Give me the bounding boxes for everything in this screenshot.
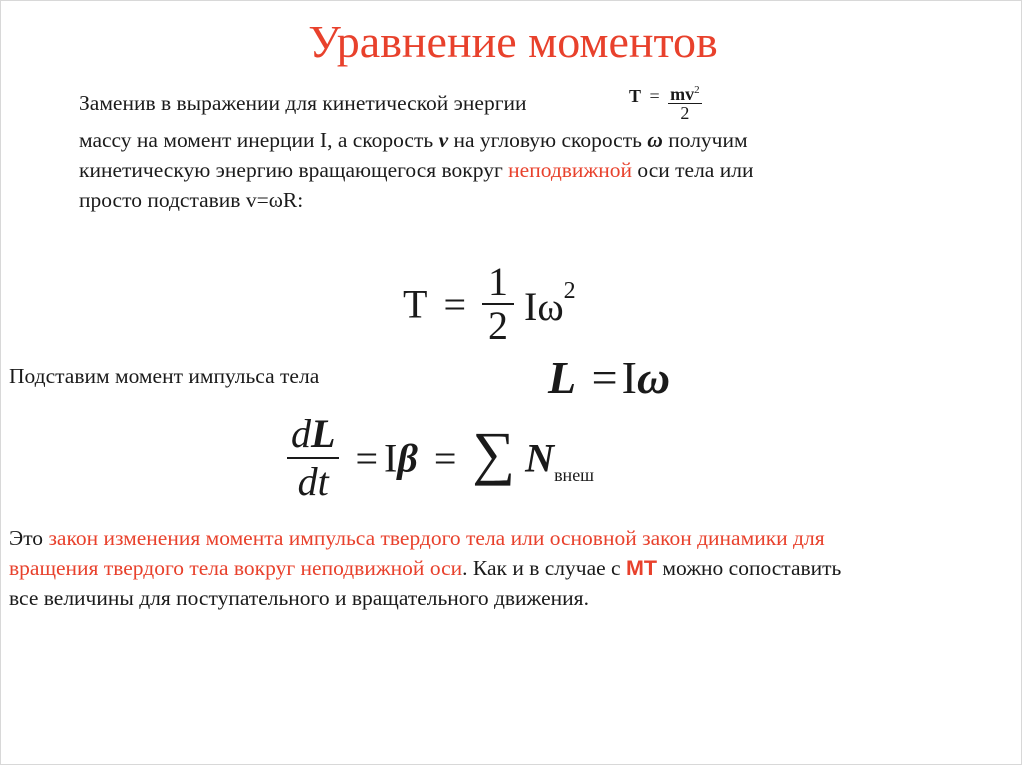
para1-line2-c: получим bbox=[668, 128, 748, 152]
inline-formula-num bbox=[668, 81, 702, 104]
inline-kinetic-formula bbox=[629, 81, 702, 122]
para3-line1 bbox=[9, 523, 825, 553]
dynamics-eq2: = bbox=[433, 435, 457, 481]
dynamics-num-d: d bbox=[291, 411, 311, 456]
energy-eq: = bbox=[443, 281, 466, 327]
sum-symbol: ∑ bbox=[472, 420, 516, 487]
energy-num: 1 bbox=[482, 261, 514, 305]
para1-line3-red: неподвижной bbox=[508, 158, 633, 182]
slide-title: Уравнение моментов bbox=[308, 16, 718, 67]
para3-c: можно сопоставить bbox=[662, 556, 842, 580]
para1-line4: просто подставив v=ωR: bbox=[79, 188, 304, 212]
dynamics-fraction bbox=[287, 411, 339, 505]
dynamics-num bbox=[287, 411, 339, 459]
para1-line2-a: массу на момент инерции I, а скорость bbox=[79, 128, 434, 152]
momentum-rhs-omega: ω bbox=[636, 352, 671, 403]
dynamics-N-sub: внеш bbox=[554, 465, 595, 486]
para1-line3-b: оси тела или bbox=[637, 158, 754, 182]
para1-line3-a: кинетическую энергию вращающегося вокруг bbox=[79, 158, 503, 182]
inline-formula-fraction bbox=[668, 81, 702, 122]
energy-fraction bbox=[482, 261, 514, 347]
velocity-symbol: v bbox=[438, 128, 449, 152]
para1-line1-text: Заменив в выражении для кинетической энергии bbox=[79, 91, 527, 115]
para3-red2: вращения твердого тела вокруг неподвижной оси bbox=[9, 556, 463, 580]
dynamics-den: dt bbox=[297, 459, 329, 504]
mt-abbrev: МТ bbox=[625, 556, 657, 580]
dynamics-N: N bbox=[525, 435, 555, 481]
dynamics-eq1: = bbox=[355, 435, 378, 481]
energy-rhs-text: Iω bbox=[524, 284, 564, 329]
momentum-lhs: L bbox=[548, 352, 577, 403]
energy-exp: 2 bbox=[563, 278, 576, 304]
para3-b: . Как и в случае с bbox=[462, 556, 621, 580]
para3-red1: закон изменения момента импульса твердого тела или основной закон динамики для bbox=[48, 526, 825, 550]
para1-line2 bbox=[79, 125, 748, 155]
momentum-eq: = bbox=[591, 352, 618, 403]
dynamics-num-L: L bbox=[311, 411, 336, 456]
para3-line2 bbox=[9, 553, 841, 583]
momentum-rhs-i: I bbox=[621, 352, 637, 403]
inline-formula-lhs: T bbox=[629, 85, 642, 106]
para1-line2-b: на угловую скорость bbox=[453, 128, 642, 152]
formula-rotation-dynamics bbox=[287, 411, 594, 505]
energy-lhs: T bbox=[403, 281, 428, 327]
para1-line1 bbox=[79, 88, 527, 118]
energy-den: 2 bbox=[488, 303, 508, 348]
para3-a: Это bbox=[9, 526, 44, 550]
formula-angular-momentum bbox=[548, 351, 670, 404]
inline-formula-num-text: mv bbox=[670, 84, 695, 104]
para1-line3 bbox=[79, 155, 753, 185]
omega-symbol: ω bbox=[647, 128, 663, 152]
inline-formula-den: 2 bbox=[680, 103, 690, 123]
formula-kinetic-energy bbox=[403, 261, 576, 347]
energy-rhs bbox=[524, 278, 576, 329]
para2: Подставим момент импульса тела bbox=[9, 364, 320, 388]
dynamics-beta: β bbox=[397, 435, 418, 481]
inline-formula-num-exp: 2 bbox=[694, 84, 700, 96]
para3-line3: все величины для поступательного и вращательного движения. bbox=[9, 586, 589, 610]
inline-formula-eq: = bbox=[649, 85, 660, 106]
dynamics-mid-i: I bbox=[384, 435, 398, 481]
